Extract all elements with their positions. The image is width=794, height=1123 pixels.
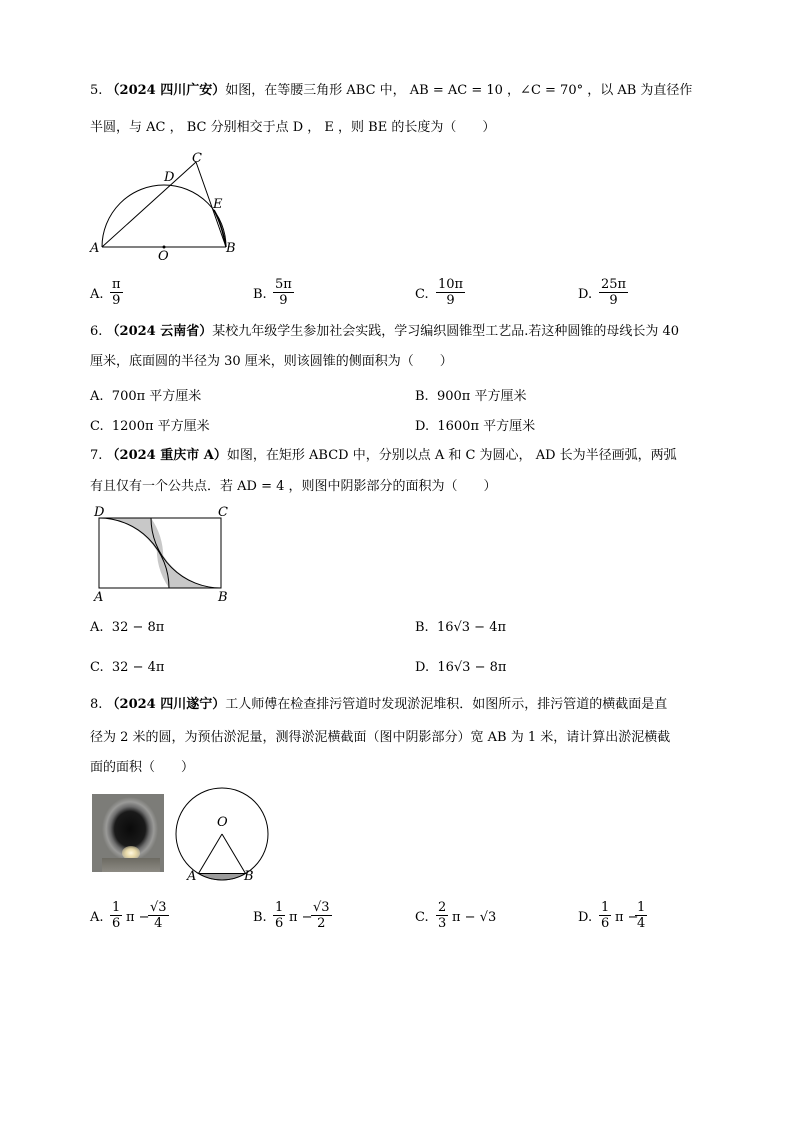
q8-option-a-frac2: $\frac{√3}{4}$ [150, 900, 167, 931]
q6-number: 6. [90, 324, 103, 339]
q8-line2: 径为 2 米的圆，为预估淤泥量，测得淤泥横截面（图中阴影部分）宽 AB 为 1 米，请计算出淤泥横截 [90, 730, 671, 745]
q5-label-O: O [158, 249, 169, 264]
q6-source: （2024 云南省） [106, 324, 213, 339]
q7-label-D: D [94, 505, 105, 520]
q6-line1 [90, 323, 679, 341]
q8-option-a-mid: π − [126, 910, 150, 925]
q8-line3: 面的面积（ ） [90, 760, 195, 775]
q8-option-d-letter: D. [578, 910, 593, 925]
q7-figure [99, 518, 225, 594]
q5-label-C: C [192, 151, 202, 166]
q7-label-B: B [218, 590, 228, 605]
q6-option-c: C. 1200π 平方厘米 [90, 419, 210, 434]
q6-option-a: A. 700π 平方厘米 [90, 389, 202, 404]
q8-number: 8. [90, 697, 103, 712]
pipe-photo [92, 794, 164, 872]
q8-option-b-letter: B. [253, 910, 267, 925]
q5-label-E: E [213, 197, 223, 212]
q8-option-d-frac2: $\frac{1}{4}$ [637, 900, 646, 931]
q8-option-c-letter: C. [415, 910, 429, 925]
q8-option-d-frac1: $\frac{1}{6}$ [601, 900, 610, 931]
q7-source: （2024 重庆市 A） [106, 448, 227, 463]
q8-label-A: A [187, 869, 197, 884]
q7-number: 7. [90, 448, 103, 463]
q5-option-c-fraction: $\frac{10\pi}{9}$ [438, 277, 464, 308]
q5-label-B: B [226, 241, 236, 256]
q5-line1 [90, 82, 692, 100]
q8-source: （2024 四川遂宁） [106, 697, 226, 712]
q5-option-c-letter: C. [415, 287, 429, 302]
q8-line1 [90, 696, 667, 714]
q8-option-a-frac1: $\frac{1}{6}$ [112, 900, 121, 931]
q7-line1 [90, 447, 677, 465]
q6-text-line1: 某校九年级学生参加社会实践，学习编织圆锥型工艺品.若这种圆锥的母线长为 40 [212, 324, 680, 339]
q5-label-A: A [90, 241, 100, 256]
q5-label-D: D [164, 170, 175, 185]
q5-option-a-fraction: $\frac{\pi}{9}$ [112, 277, 121, 308]
q8-label-B: B [244, 869, 254, 884]
q5-option-d-letter: D. [578, 287, 593, 302]
q5-line2: 半圆，与 AC ， BC 分别相交于点 D ， E ，则 BE 的长度为（ ） [90, 120, 496, 135]
q8-option-d-mid: π − [615, 910, 639, 925]
q7-line2: 有且仅有一个公共点．若 AD = 4 ，则图中阴影部分的面积为（ ） [90, 479, 497, 494]
q5-source: （2024 四川广安） [106, 83, 226, 98]
q8-text-line1: 工人师傅在检查排污管道时发现淤泥堆积．如图所示，排污管道的横截面是直 [225, 697, 668, 712]
q6-option-b: B. 900π 平方厘米 [415, 389, 527, 404]
q5-number: 5. [90, 83, 103, 98]
q8-option-a-letter: A. [90, 910, 104, 925]
q7-option-a: A. 32 − 8π [90, 620, 165, 635]
q7-option-b: B. 16√3 − 4π [415, 620, 507, 635]
q5-option-b-letter: B. [253, 287, 267, 302]
q8-option-c-frac1: $\frac{2}{3}$ [438, 900, 447, 931]
q8-label-O: O [217, 815, 228, 830]
q8-option-b-frac1: $\frac{1}{6}$ [275, 900, 284, 931]
q7-label-A: A [94, 590, 104, 605]
q5-option-b-fraction: $\frac{5\pi}{9}$ [275, 277, 292, 308]
q8-option-b-mid: π − [289, 910, 313, 925]
q5-option-a-letter: A. [90, 287, 104, 302]
q7-option-d: D. 16√3 − 8π [415, 660, 507, 675]
q6-option-d: D. 1600π 平方厘米 [415, 419, 536, 434]
q5-option-d-fraction: $\frac{25\pi}{9}$ [601, 277, 627, 308]
q8-option-b-frac2: $\frac{√3}{2}$ [313, 900, 330, 931]
q7-label-C: C [218, 505, 228, 520]
q6-line2: 厘米，底面圆的半径为 30 厘米，则该圆锥的侧面积为（ ） [90, 354, 453, 369]
q7-text-line1: 如图，在矩形 ABCD 中，分别以点 A 和 C 为圆心， AD 长为半径画弧，两弧 [226, 448, 677, 463]
q8-option-c-mid: π − √3 [452, 910, 497, 925]
q7-option-c: C. 32 − 4π [90, 660, 165, 675]
q5-text-line1: 如图，在等腰三角形 ABC 中， AB = AC = 10 ，∠C = 70° ，以 AB 为直径作 [225, 83, 693, 98]
